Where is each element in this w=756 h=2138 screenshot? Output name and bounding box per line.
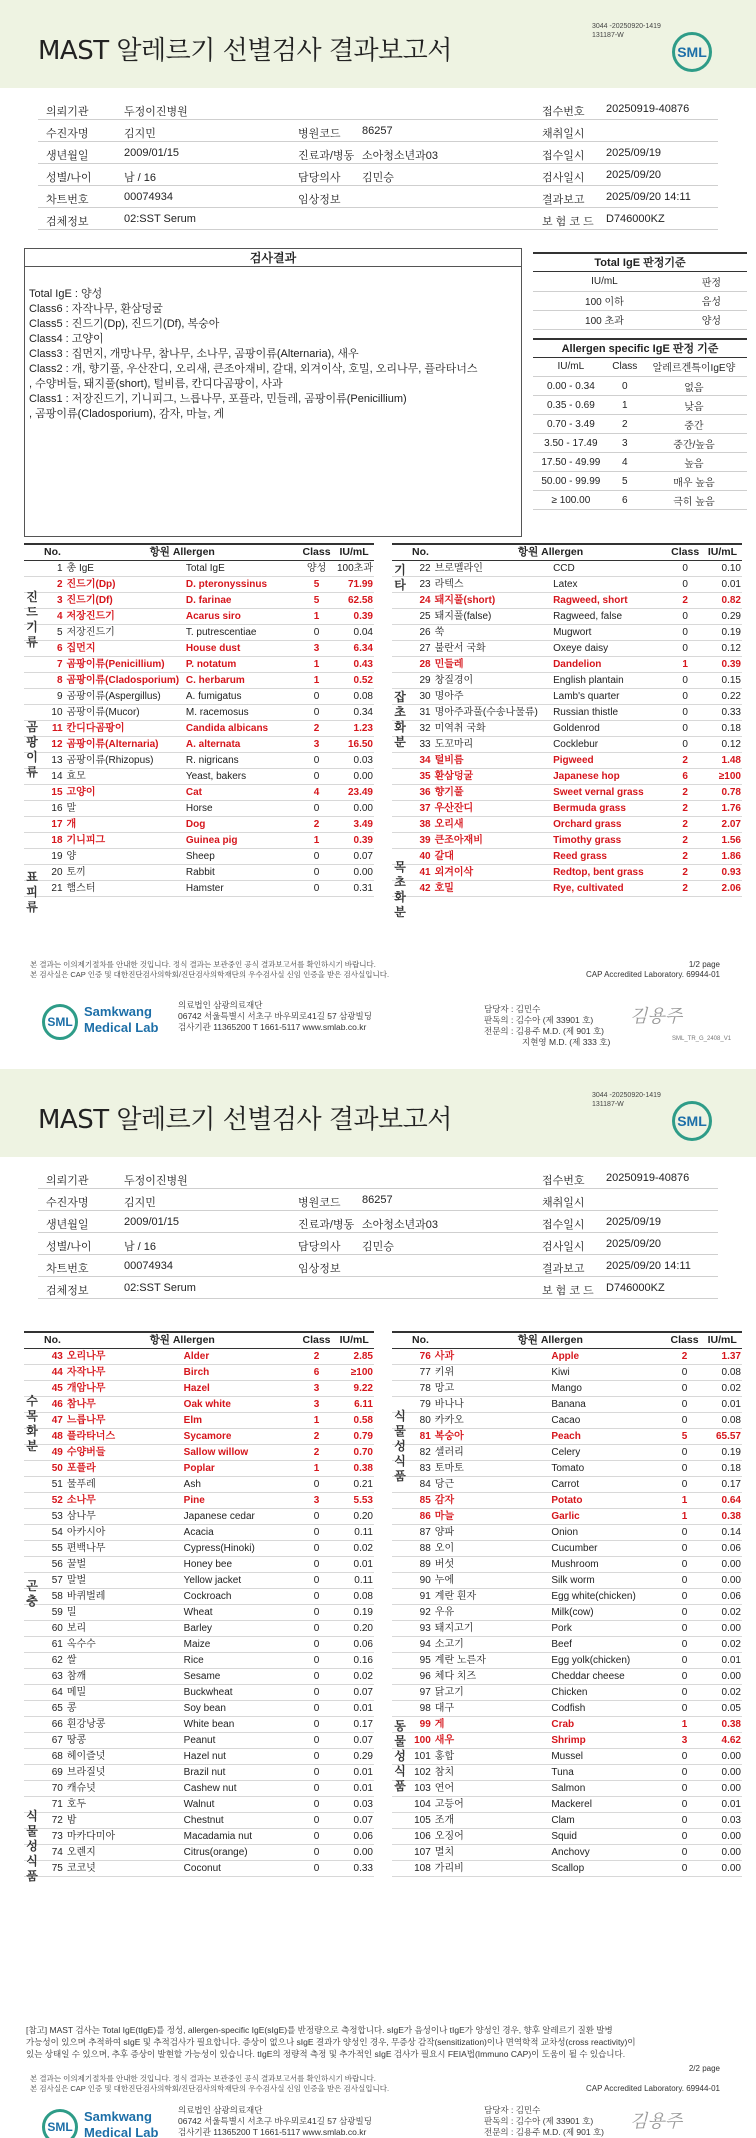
- allergen-table-p2-left: [24, 1331, 374, 1877]
- allergen-row: 29 창질경이 English plantain 0 0.15: [392, 673, 742, 689]
- allergen-row: 99 게 Crab 1 0.38: [392, 1717, 742, 1733]
- allergen-row: 103 연어 Salmon 0 0.00: [392, 1781, 742, 1797]
- table-header: No. 항원 Allergen Class IU/mL: [24, 544, 374, 561]
- result-line: Class3 : 집먼지, 개망나무, 참나무, 소나무, 곰팡이류(Alternaria), 새우: [29, 348, 359, 360]
- allergen-row: 66 흰강낭콩 White bean 0 0.17: [24, 1717, 374, 1733]
- allergen-row: 60 보리 Barley 0 0.20: [24, 1621, 374, 1637]
- lab-name: Samkwang Medical Lab: [84, 2109, 159, 2138]
- allergen-row: 20 토끼 Rabbit 0 0.00: [24, 865, 374, 881]
- sml-logo-small: SML: [42, 2109, 78, 2138]
- allergen-row: 100 새우 Shrimp 3 4.62: [392, 1733, 742, 1749]
- allergen-row: 52 소나무 Pine 3 5.53: [24, 1493, 374, 1509]
- allergen-row: 105 조개 Clam 0 0.03: [392, 1813, 742, 1829]
- report-header: [0, 0, 756, 88]
- result-summary: [24, 248, 522, 537]
- allergen-row: 47 느릅나무 Elm 1 0.58: [24, 1413, 374, 1429]
- reference-note: [참고] MAST 검사는 Total IgE(tIgE)를 정성, allergen-specific IgE(sIgE)를 반정량으로 측정합니다. sIgE가 음성이나 tIgE가 양성인 경우, 향후 알레르기 질환 발병 가능성이 있으며 추적하여 sIgE 및 추적검사가 필요합니다. 증상이 없으나 sIgE 결과가 양성인 경우, 무증상 감작(sensitization)이나 면역학적 교차성(cross reactivity)이 있는 상태일 수 있으며, 추후 증상이 발현할 가능성이 있습니다. tIgE의 정량적 측정 및 추가적인 sIgE 검사가 필요시 FEIA법(Immuno CAP)이 도움이 될 수 있습니다.: [26, 2025, 636, 2059]
- allergen-row: 10 곰팡이류(Mucor) M. racemosus 0 0.34: [24, 705, 374, 721]
- allergen-row: 90 누에 Silk worm 0 0.00: [392, 1573, 742, 1589]
- allergen-row: 16 말 Horse 0 0.00: [24, 801, 374, 817]
- allergen-row: 106 오징어 Squid 0 0.00: [392, 1829, 742, 1845]
- group-label: 진 드 기 류: [26, 590, 38, 649]
- page-number: 1/2 page CAP Accredited Laboratory. 69944-01: [585, 960, 720, 979]
- allergen-row: 55 편백나무 Cypress(Hinoki) 0 0.02: [24, 1541, 374, 1557]
- allergen-row: 101 홍합 Mussel 0 0.00: [392, 1749, 742, 1765]
- allergen-row: 58 바퀴벌레 Cockroach 0 0.08: [24, 1589, 374, 1605]
- allergen-row: 78 망고 Mango 0 0.02: [392, 1381, 742, 1397]
- allergen-row: 2 진드기(Dp) D. pteronyssinus 5 71.99: [24, 577, 374, 593]
- allergen-row: 76 사과 Apple 2 1.37: [392, 1349, 742, 1365]
- allergen-row: 18 기니피그 Guinea pig 1 0.39: [24, 833, 374, 849]
- allergen-row: 53 삼나무 Japanese cedar 0 0.20: [24, 1509, 374, 1525]
- result-lines: [25, 267, 521, 422]
- allergen-row: 107 멸치 Anchovy 0 0.00: [392, 1845, 742, 1861]
- allergen-row: 93 돼지고기 Pork 0 0.00: [392, 1621, 742, 1637]
- allergen-table-p1-left: [24, 543, 374, 897]
- report-footer: [0, 990, 756, 1060]
- allergen-row: 15 고양이 Cat 4 23.49: [24, 785, 374, 801]
- allergen-row: 40 갈대 Reed grass 2 1.86: [392, 849, 742, 865]
- allergen-row: 64 메밀 Buckwheat 0 0.07: [24, 1685, 374, 1701]
- group-label: 식 물 성 식 품: [26, 1809, 38, 1883]
- group-label: 기 타: [394, 563, 406, 592]
- allergen-row: 65 콩 Soy bean 0 0.01: [24, 1701, 374, 1717]
- report-code: 3044 -20250920-1419 131187-W: [592, 1092, 661, 1108]
- allergen-row: 98 대구 Codfish 0 0.05: [392, 1701, 742, 1717]
- allergen-row: 37 우산잔디 Bermuda grass 2 1.76: [392, 801, 742, 817]
- allergen-row: 14 효모 Yeast, bakers 0 0.00: [24, 769, 374, 785]
- allergen-row: 62 쌀 Rice 0 0.16: [24, 1653, 374, 1669]
- patient-info: 의뢰기관 두정이진병원 접수번호 20250919-40876 수진자명 김지민 병원코드 86257 채취일시 생년월일 2009/01/15 진료과/병동 소아청소년과03 접수일시 2025/09/19 성별/나이 남 / 16 담당의사 김민승 검사일시 2025/09/20 차트번호 00074934 임상정보 결과보고 2025/09/20 14:11 검체정보 02:SST Serum 보 험 코 드 D746000KZ: [38, 1167, 718, 1299]
- patient-info: 의뢰기관 두정이진병원 접수번호 20250919-40876 수진자명 김지민 병원코드 86257 채취일시 생년월일 2009/01/15 진료과/병동 소아청소년과03 접수일시 2025/09/19 성별/나이 남 / 16 담당의사 김민승 검사일시 2025/09/20 차트번호 00074934 임상정보 결과보고 2025/09/20 14:11 검체정보 02:SST Serum 보 험 코 드 D746000KZ: [38, 98, 718, 230]
- allergen-row: 94 소고기 Beef 0 0.02: [392, 1637, 742, 1653]
- criteria-row: 50.00 - 99.99 5 매우 높음: [533, 472, 747, 491]
- report-code: 3044 -20250920-1419 131187-W: [592, 23, 661, 39]
- group-label: 표 피 류: [26, 870, 38, 914]
- allergen-row: 31 명아주과풀(수송나물류) Russian thistle 0 0.33: [392, 705, 742, 721]
- report-page-2: [0, 1069, 756, 2138]
- allergen-row: 87 양파 Onion 0 0.14: [392, 1525, 742, 1541]
- allergen-row: 95 계란 노른자 Egg yolk(chicken) 0 0.01: [392, 1653, 742, 1669]
- form-code: SML_TR_G_2408_V1: [672, 1036, 732, 1042]
- allergen-row: 83 토마토 Tomato 0 0.18: [392, 1461, 742, 1477]
- cap-accreditation: CAP Accredited Laboratory. 69944-01: [585, 2084, 720, 2093]
- result-line: Class2 : 개, 향기풀, 우산잔디, 오리새, 큰조아재비, 갈대, 외겨이삭, 호밀, 오리나무, 플라타너스: [29, 363, 478, 375]
- total-ige-title: Total IgE 판정기준: [533, 252, 747, 272]
- allergen-row: 74 오렌지 Citrus(orange) 0 0.00: [24, 1845, 374, 1861]
- criteria-row: 0.00 - 0.34 0 없음: [533, 377, 747, 396]
- report-header: [0, 1069, 756, 1157]
- result-line: , 수양버들, 돼지풀(short), 털비름, 칸디다곰팡이, 사과: [29, 378, 283, 390]
- table-header: No. 항원 Allergen Class IU/mL: [24, 1332, 374, 1349]
- allergen-row: 54 아카시아 Acacia 0 0.11: [24, 1525, 374, 1541]
- allergen-row: 102 참치 Tuna 0 0.00: [392, 1765, 742, 1781]
- allergen-row: 56 꿀벌 Honey bee 0 0.01: [24, 1557, 374, 1573]
- criteria-box: [533, 252, 747, 510]
- result-line: Class1 : 저장진드기, 기니피그, 느릅나무, 포플라, 민들레, 곰팡이류(Penicillium): [29, 393, 407, 405]
- signatures: 담당자 : 김민수 판독의 : 김수아 (제 33901 호) 전문의 : 김용주 M.D. (제 901 호) 지현영 M.D. (제 333 호): [484, 1004, 611, 1047]
- allergen-row: 27 불란서 국화 Oxeye daisy 0 0.12: [392, 641, 742, 657]
- allergen-row: 35 환삼덩굴 Japanese hop 6 ≥100: [392, 769, 742, 785]
- allergen-row: 48 플라타너스 Sycamore 2 0.79: [24, 1429, 374, 1445]
- table-header: No. 항원 Allergen Class IU/mL: [392, 1332, 742, 1349]
- allergen-row: 46 참나무 Oak white 3 6.11: [24, 1397, 374, 1413]
- allergen-row: 72 밤 Chestnut 0 0.07: [24, 1813, 374, 1829]
- criteria-row: 3.50 - 17.49 3 중간/높음: [533, 434, 747, 453]
- allergen-row: 33 도꼬마리 Cocklebur 0 0.12: [392, 737, 742, 753]
- signatures: 담당자 : 김민수 판독의 : 김수아 (제 33901 호) 전문의 : 김용주 M.D. (제 901 호): [484, 2105, 605, 2137]
- page-number: 2/2 page: [688, 2064, 720, 2073]
- allergen-row: 70 캐슈넛 Cashew nut 0 0.01: [24, 1781, 374, 1797]
- allergen-row: 85 감자 Potato 1 0.64: [392, 1493, 742, 1509]
- footnote: 본 결과는 이의제기절차를 안내한 것입니다. 정식 결과는 보관중인 공식 결과보고서를 확인하시기 바랍니다. 본 검사실은 CAP 인증 및 대한진단검사의학회/진단검사의학재단의 우수검사실 신임 인증을 받은 검사실입니다.: [30, 2074, 390, 2093]
- lab-address: 의료법인 삼광의료재단 06742 서울특별시 서초구 바우뫼로41길 57 삼광빌딩 검사기관 11365200 T 1661-5117 www.smlab.co.kr: [178, 1000, 372, 1032]
- allergen-row: 17 개 Dog 2 3.49: [24, 817, 374, 833]
- allergen-row: 49 수양버들 Sallow willow 2 0.70: [24, 1445, 374, 1461]
- allergen-row: 80 카카오 Cacao 0 0.08: [392, 1413, 742, 1429]
- allergen-row: 77 키위 Kiwi 0 0.08: [392, 1365, 742, 1381]
- result-line: Class5 : 진드기(Dp), 진드기(Df), 복숭아: [29, 318, 220, 330]
- sml-logo-small: SML: [42, 1004, 78, 1040]
- allergen-row: 1 총 IgE Total IgE 양성 100초과: [24, 561, 374, 577]
- allergen-row: 79 바나나 Banana 0 0.01: [392, 1397, 742, 1413]
- allergen-row: 38 오리새 Orchard grass 2 2.07: [392, 817, 742, 833]
- allergen-row: 69 브라질넛 Brazil nut 0 0.01: [24, 1765, 374, 1781]
- allergen-row: 88 오이 Cucumber 0 0.06: [392, 1541, 742, 1557]
- allergen-row: 81 복숭아 Peach 5 65.57: [392, 1429, 742, 1445]
- allergen-row: 4 저장진드기 Acarus siro 1 0.39: [24, 609, 374, 625]
- signature-stamp: 김용주: [630, 2111, 683, 2132]
- allergen-row: 21 햄스터 Hamster 0 0.31: [24, 881, 374, 897]
- allergen-row: 84 당근 Carrot 0 0.17: [392, 1477, 742, 1493]
- lab-name: Samkwang Medical Lab: [84, 1004, 159, 1035]
- allergen-row: 19 양 Sheep 0 0.07: [24, 849, 374, 865]
- allergen-row: 41 외겨이삭 Redtop, bent grass 2 0.93: [392, 865, 742, 881]
- allergen-row: 25 돼지풀(false) Ragweed, false 0 0.29: [392, 609, 742, 625]
- group-label: 잡 초 화 분: [394, 690, 406, 749]
- group-label: 곤 충: [26, 1579, 38, 1608]
- allergen-row: 71 호두 Walnut 0 0.03: [24, 1797, 374, 1813]
- lab-address: 의료법인 삼광의료재단 06742 서울특별시 서초구 바우뫼로41길 57 삼광빌딩 검사기관 11365200 T 1661-5117 www.smlab.co.kr: [178, 2105, 372, 2137]
- allergen-row: 32 미역취 국화 Goldenrod 0 0.18: [392, 721, 742, 737]
- allergen-table-p2-right: [392, 1331, 742, 1877]
- allergen-row: 34 털비름 Pigweed 2 1.48: [392, 753, 742, 769]
- allergen-row: 67 땅콩 Peanut 0 0.07: [24, 1733, 374, 1749]
- allergen-row: 26 쑥 Mugwort 0 0.19: [392, 625, 742, 641]
- footnote: 본 결과는 이의제기절차를 안내한 것입니다. 정식 결과는 보관중인 공식 결과보고서를 확인하시기 바랍니다. 본 검사실은 CAP 인증 및 대한진단검사의학회/진단검사의학재단의 우수검사실 신임 인증을 받은 검사실입니다.: [30, 960, 390, 979]
- allergen-row: 82 셀러리 Celery 0 0.19: [392, 1445, 742, 1461]
- allergen-row: 44 자작나무 Birch 6 ≥100: [24, 1365, 374, 1381]
- result-heading: 검사결과: [25, 249, 521, 267]
- allergen-row: 30 명아주 Lamb's quarter 0 0.22: [392, 689, 742, 705]
- group-label: 목 초 화 분: [394, 860, 406, 919]
- signature-stamp: 김용주: [630, 1006, 683, 1027]
- allergen-row: 51 물푸레 Ash 0 0.21: [24, 1477, 374, 1493]
- allergen-row: 68 헤이즐넛 Hazel nut 0 0.29: [24, 1749, 374, 1765]
- criteria-row: 0.35 - 0.69 1 낮음: [533, 396, 747, 415]
- specific-ige-table: IU/mL Class 알레르겐특이IgE양 0.00 - 0.34 0 없음 0.35 - 0.69 1 낮음 0.70 - 3.49 2 중간 3.50 - 17.49 3 중간/높음 17.50 - 49.99 4 높음 50.00 - 99.99 5 매우 높음 ≥ 100.00 6 극히 높음: [533, 358, 747, 511]
- group-label: 식 물 성 식 품: [394, 1409, 406, 1483]
- allergen-row: 89 버섯 Mushroom 0 0.00: [392, 1557, 742, 1573]
- allergen-row: 11 칸디다곰팡이 Candida albicans 2 1.23: [24, 721, 374, 737]
- group-label: 곰 팡 이 류: [26, 720, 38, 779]
- table-header: No. 항원 Allergen Class IU/mL: [392, 544, 742, 561]
- allergen-row: 43 오리나무 Alder 2 2.85: [24, 1349, 374, 1365]
- allergen-row: 7 곰팡이류(Penicillium) P. notatum 1 0.43: [24, 657, 374, 673]
- result-line: , 곰팡이류(Cladosporium), 감자, 마늘, 게: [29, 408, 225, 420]
- allergen-row: 42 호밀 Rye, cultivated 2 2.06: [392, 881, 742, 897]
- result-line: Class6 : 자작나무, 환삼덩굴: [29, 303, 163, 315]
- report-title: MAST 알레르기 선별검사 결과보고서: [38, 36, 452, 66]
- report-footer: [0, 2069, 756, 2138]
- allergen-row: 28 민들레 Dandelion 1 0.39: [392, 657, 742, 673]
- allergen-row: 96 체다 치즈 Cheddar cheese 0 0.00: [392, 1669, 742, 1685]
- allergen-row: 24 돼지풀(short) Ragweed, short 2 0.82: [392, 593, 742, 609]
- allergen-row: 97 닭고기 Chicken 0 0.02: [392, 1685, 742, 1701]
- group-label: 동 물 성 식 품: [394, 1719, 406, 1793]
- allergen-row: 61 옥수수 Maize 0 0.06: [24, 1637, 374, 1653]
- allergen-table-p1-right: [392, 543, 742, 897]
- allergen-row: 57 말벌 Yellow jacket 0 0.11: [24, 1573, 374, 1589]
- allergen-row: 104 고등어 Mackerel 0 0.01: [392, 1797, 742, 1813]
- result-line: Class4 : 고양이: [29, 333, 104, 345]
- allergen-row: 23 라텍스 Latex 0 0.01: [392, 577, 742, 593]
- allergen-row: 63 참깨 Sesame 0 0.02: [24, 1669, 374, 1685]
- allergen-row: 36 향기풀 Sweet vernal grass 2 0.78: [392, 785, 742, 801]
- allergen-row: 108 가리비 Scallop 0 0.00: [392, 1861, 742, 1877]
- group-label: 수 목 화 분: [26, 1394, 38, 1453]
- allergen-row: 45 개암나무 Hazel 3 9.22: [24, 1381, 374, 1397]
- report-title: MAST 알레르기 선별검사 결과보고서: [38, 1105, 452, 1135]
- allergen-row: 50 포플라 Poplar 1 0.38: [24, 1461, 374, 1477]
- allergen-row: 91 계란 흰자 Egg white(chicken) 0 0.06: [392, 1589, 742, 1605]
- allergen-row: 9 곰팡이류(Aspergillus) A. fumigatus 0 0.08: [24, 689, 374, 705]
- sml-logo: SML: [672, 32, 712, 72]
- specific-ige-title: Allergen specific IgE 판정 기준: [533, 338, 747, 358]
- allergen-row: 73 마카다미아 Macadamia nut 0 0.06: [24, 1829, 374, 1845]
- allergen-row: 75 코코넛 Coconut 0 0.33: [24, 1861, 374, 1877]
- allergen-row: 5 저장진드기 T. putrescentiae 0 0.04: [24, 625, 374, 641]
- allergen-row: 22 브로멜라인 CCD 0 0.10: [392, 561, 742, 577]
- allergen-row: 92 우유 Milk(cow) 0 0.02: [392, 1605, 742, 1621]
- allergen-row: 3 진드기(Df) D. farinae 5 62.58: [24, 593, 374, 609]
- allergen-row: 59 밀 Wheat 0 0.19: [24, 1605, 374, 1621]
- allergen-row: 86 마늘 Garlic 1 0.38: [392, 1509, 742, 1525]
- allergen-row: 13 곰팡이류(Rhizopus) R. nigricans 0 0.03: [24, 753, 374, 769]
- criteria-row: 0.70 - 3.49 2 중간: [533, 415, 747, 434]
- criteria-row: 17.50 - 49.99 4 높음: [533, 453, 747, 472]
- allergen-row: 8 곰팡이류(Cladosporium) C. herbarum 1 0.52: [24, 673, 374, 689]
- result-line: Total IgE : 양성: [29, 288, 103, 300]
- sml-logo: SML: [672, 1101, 712, 1141]
- total-ige-table: IU/mL 판정 100 이하 음성 100 초과 양성: [533, 272, 747, 330]
- criteria-row: ≥ 100.00 6 극히 높음: [533, 491, 747, 510]
- allergen-row: 39 큰조아재비 Timothy grass 2 1.56: [392, 833, 742, 849]
- allergen-row: 12 곰팡이류(Alternaria) A. alternata 3 16.50: [24, 737, 374, 753]
- allergen-row: 6 집먼지 House dust 3 6.34: [24, 641, 374, 657]
